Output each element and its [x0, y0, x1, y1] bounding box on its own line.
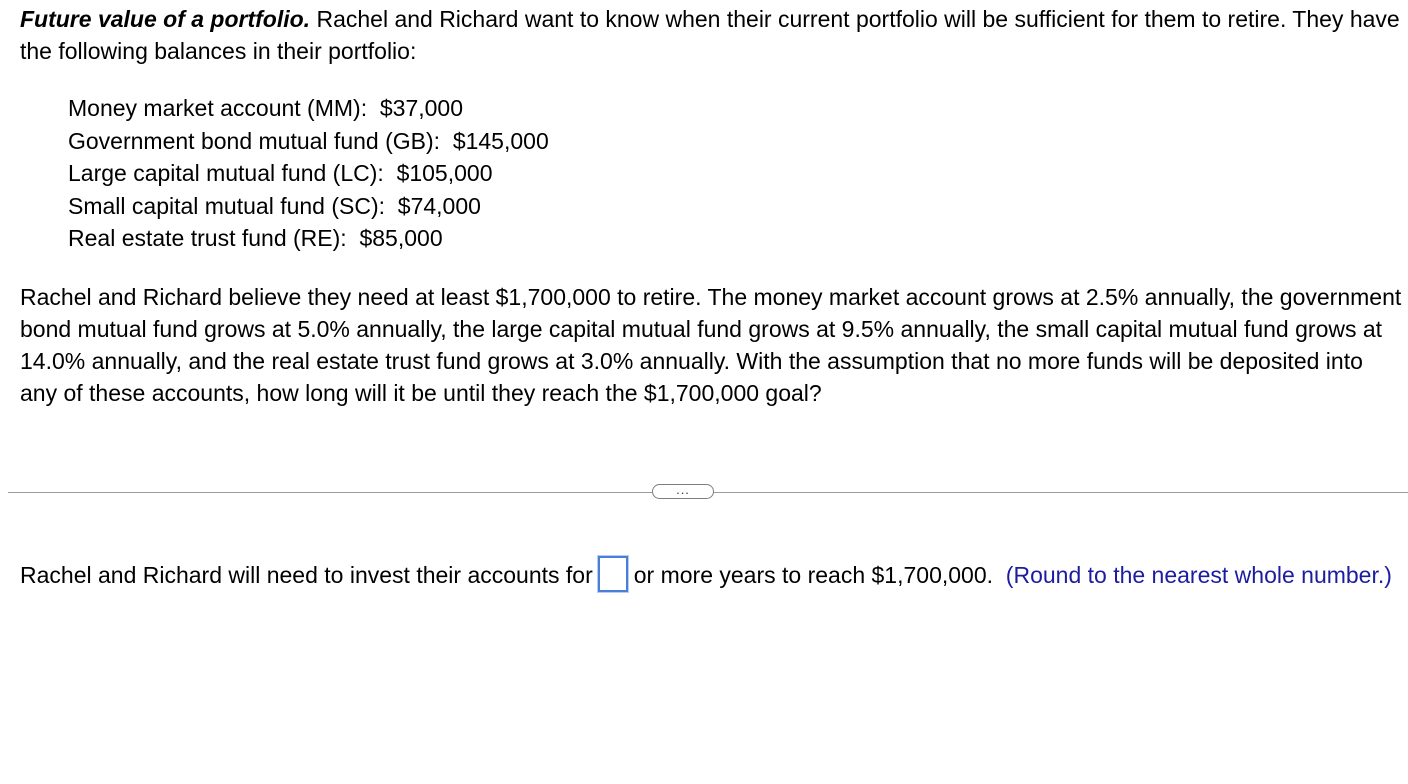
holding-value: $105,000 — [396, 160, 493, 186]
portfolio-holdings — [68, 92, 549, 255]
holding-label: Small capital mutual fund (SC): — [68, 192, 386, 219]
holding-label: Large capital mutual fund (LC): — [68, 160, 384, 186]
holding-value: $37,000 — [379, 95, 464, 121]
holding-row-gb — [68, 125, 549, 158]
holding-value: $145,000 — [452, 127, 549, 154]
holding-value: $85,000 — [359, 225, 443, 251]
holding-row-sc — [68, 190, 549, 223]
problem-statement — [20, 3, 1402, 67]
problem-assumptions: Rachel and Richard believe they need at least $1,700,000 to retire. The money market account grows at 2.5% annually, the government bond mutual fund grows at 5.0% annually, the large capital mutual fund grows at 9.5% annually, the small capital mutual fund grows at 14.0% annually, and the real estate trust fund grows at 3.0% annually. With the assumption that no more funds will be deposited into any of these accounts, how long will it be until they reach the $1,700,000 goal? — [20, 284, 1402, 406]
holding-row-mm — [68, 92, 549, 125]
problem-title: Future value of a portfolio. — [20, 6, 311, 32]
years-answer-input[interactable] — [598, 556, 628, 592]
problem-intro: Rachel and Richard want to know when their current portfolio will be sufficient for them to retire. They have the following balances in their portfolio: — [20, 6, 1400, 64]
more-dots-icon: ... — [676, 481, 690, 497]
holding-label: Money market account (MM): — [68, 95, 368, 121]
answer-section — [20, 556, 1406, 594]
holding-value: $74,000 — [397, 192, 481, 219]
expand-more-button[interactable] — [652, 481, 714, 499]
holding-label: Government bond mutual fund (GB): — [68, 127, 441, 154]
answer-suffix: or more years to reach $1,700,000. — [633, 562, 994, 588]
rounding-hint: (Round to the nearest whole number.) — [1005, 562, 1392, 588]
holding-label: Real estate trust fund (RE): — [68, 225, 347, 251]
holding-row-re — [68, 222, 549, 255]
holding-row-lc — [68, 157, 549, 190]
answer-prefix: Rachel and Richard will need to invest their accounts for — [20, 562, 593, 588]
